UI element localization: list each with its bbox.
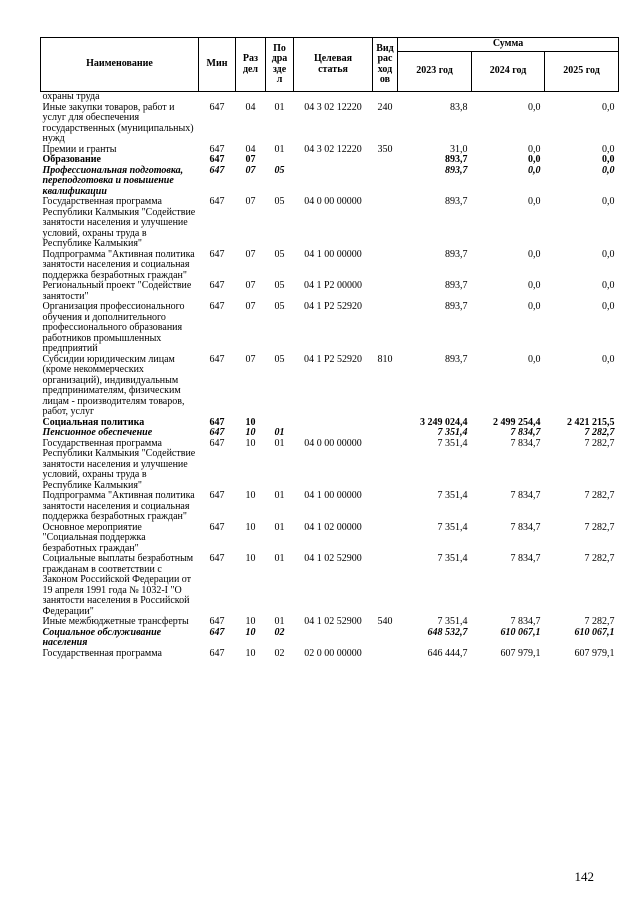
cell-razdel: 04 [245,101,256,113]
cell-2025: 607 979,1 [574,647,615,659]
cell-2024: 607 979,1 [500,647,541,659]
cell-target: 04 1 02 52900 [304,616,362,627]
header-vid-line: ход [377,63,393,75]
cell-target [294,155,373,166]
cell-podrazdel: 05 [274,164,285,176]
cell-2024: 0,0 [528,154,541,165]
cell-2023: 7 351,4 [437,521,468,533]
cell-min: 647 [209,416,225,428]
cell-vid: 350 [377,143,393,155]
cell-podrazdel: 05 [274,301,285,312]
cell-razdel: 07 [245,248,256,260]
table-row [41,628,619,649]
cell-target: 04 1 P2 52920 [303,353,363,365]
header-sum: Сумма [398,38,619,52]
table-row [41,439,619,492]
cell-target: 04 1 P2 52920 [303,301,363,312]
cell-razdel: 10 [245,437,256,449]
cell-2023: 3 249 024,4 [420,416,468,428]
cell-razdel: 07 [245,353,256,365]
header-min: Мин [199,38,236,92]
cell-podrazdel: 01 [274,143,285,155]
table-row [41,250,619,282]
cell-2023 [398,92,472,103]
cell-min: 647 [209,101,225,113]
cell-name: Государственная программа Республики Калмыкия "Содействие занятости населения и улучшение условий, охраны труда в Республике Калмыкия" [42,437,196,491]
cell-razdel: 07 [245,196,256,207]
cell-name: Подпрограмма "Активная политика занятости населения и социальная поддержка безработных граждан" [42,490,195,522]
cell-podrazdel [266,155,294,166]
page-number: 142 [574,869,594,884]
cell-2025: 7 282,7 [584,427,615,438]
cell-razdel: 10 [245,626,256,638]
cell-target: 04 0 00 00000 [304,196,362,207]
cell-target [294,92,373,103]
cell-2024: 7 834,7 [510,490,541,501]
cell-razdel: 04 [245,143,256,155]
cell-vid [373,302,398,355]
cell-razdel: 10 [245,521,256,533]
cell-min: 647 [209,521,225,533]
cell-2023: 893,7 [445,353,468,365]
cell-2023: 7 351,4 [437,490,468,501]
cell-min: 647 [209,154,225,165]
cell-name: охраны труда [42,91,100,102]
table-row [41,649,619,660]
cell-min: 647 [209,164,225,176]
table-row [41,617,619,628]
cell-podrazdel: 02 [274,647,285,659]
cell-2024: 0,0 [528,353,541,365]
cell-2025: 0,0 [602,154,615,165]
header-razdel [236,38,266,92]
header-podrazdel [266,38,294,92]
cell-min: 647 [209,437,225,449]
cell-2024: 0,0 [528,164,541,176]
cell-vid [373,155,398,166]
cell-vid [373,628,398,649]
cell-2023: 893,7 [445,280,468,291]
cell-2025: 7 282,7 [584,521,615,533]
cell-podrazdel: 05 [274,353,285,365]
cell-razdel: 10 [245,553,256,564]
cell-razdel: 07 [245,280,256,291]
header-podrazdel-line: По [273,42,286,54]
cell-razdel: 10 [245,490,256,501]
cell-name: Социальные выплаты безработным гражданам в соответствии с Законом Российской Федерации от 19 апреля 1991 года № 1032-I "О занятости населения в Российской Федерации" [42,553,194,617]
cell-min [199,92,236,103]
header-podrazdel-line: дра [271,53,288,64]
cell-2025: 7 282,7 [584,616,615,627]
cell-razdel: 07 [245,301,256,312]
cell-vid [373,281,398,302]
cell-2024: 0,0 [528,301,541,312]
cell-name: Иные закупки товаров, работ и услуг для обеспечения государственных (муниципальных) нужд [42,101,194,144]
cell-vid: 240 [377,101,393,113]
table-row [41,281,619,302]
cell-razdel [236,92,266,103]
header-2025: 2025 год [545,52,619,92]
table-row [41,523,619,555]
cell-2023: 893,7 [445,301,468,312]
cell-name: Подпрограмма "Активная политика занятости населения и социальная поддержка безработных граждан" [42,248,195,281]
table-row [41,92,619,103]
budget-table [40,37,619,659]
table-body [41,92,619,660]
cell-2023: 893,7 [445,196,468,207]
table-row [41,428,619,439]
cell-2025: 2 421 215,5 [567,416,615,428]
cell-podrazdel: 01 [274,490,285,501]
cell-min: 647 [209,647,225,659]
cell-2024: 7 834,7 [510,437,541,449]
cell-name: Социальная политика [42,416,145,428]
cell-name: Региональный проект "Содействие занятости" [42,280,192,302]
cell-vid [373,554,398,617]
cell-target: 04 1 00 00000 [304,490,362,501]
header-podrazdel-line: л [276,74,283,85]
table-header [41,38,619,92]
cell-razdel: 10 [245,427,256,438]
cell-2025: 0,0 [602,101,615,113]
cell-podrazdel: 02 [274,626,285,638]
cell-min: 647 [209,490,225,501]
cell-2023: 7 351,4 [437,427,468,438]
cell-min: 647 [209,427,225,438]
cell-target [294,628,373,649]
cell-target: 04 0 00 00000 [304,437,362,449]
cell-min: 647 [209,616,225,627]
cell-2024: 2 499 254,4 [493,416,541,428]
cell-min: 647 [209,626,225,638]
cell-podrazdel [266,92,294,103]
cell-vid [373,649,398,660]
cell-2025 [545,92,619,103]
cell-2025: 0,0 [602,301,615,312]
cell-vid [373,523,398,555]
cell-name: Пенсионное обеспечение [42,427,153,438]
cell-2024: 0,0 [528,101,541,113]
cell-2023: 7 351,4 [437,437,468,449]
cell-2024: 7 834,7 [510,553,541,564]
cell-target: 02 0 00 00000 [304,647,362,659]
cell-2023: 893,7 [445,154,468,165]
table-row [41,103,619,145]
cell-name: Государственная программа Республики Калмыкия "Содействие занятости населения и улучшение условий, охраны труда в Республике Калмыкия" [42,196,196,249]
cell-2024: 7 834,7 [510,616,541,627]
table-row [41,166,619,198]
cell-2023: 648 532,7 [427,626,468,638]
header-razdel-line: Раз [242,53,259,64]
cell-2025: 0,0 [602,248,615,260]
table-row [41,491,619,523]
table-row [41,302,619,355]
cell-min: 647 [209,280,225,291]
cell-vid [373,491,398,523]
cell-2023: 31,0 [450,143,468,155]
cell-2024: 7 834,7 [510,521,541,533]
cell-2025: 7 282,7 [584,490,615,501]
header-target-line: статья [318,63,348,75]
cell-vid: 540 [377,616,393,627]
cell-min: 647 [209,248,225,260]
cell-min: 647 [209,553,225,564]
cell-2025: 0,0 [602,280,615,291]
cell-2024: 0,0 [528,248,541,260]
cell-razdel: 10 [245,647,256,659]
cell-podrazdel: 01 [274,437,285,449]
table-row [41,197,619,250]
cell-vid [373,418,398,429]
header-target [294,38,373,92]
cell-razdel: 10 [245,416,256,428]
cell-target: 04 3 02 12220 [304,143,362,155]
cell-target [294,428,373,439]
cell-2024: 7 834,7 [510,427,541,438]
cell-target: 04 1 00 00000 [304,248,362,260]
cell-podrazdel: 01 [274,521,285,533]
cell-podrazdel: 01 [274,427,285,438]
cell-name: Профессиональная подготовка, переподготовка и повышение квалификации [42,164,184,197]
cell-2025: 0,0 [602,196,615,207]
header-name: Наименование [41,38,199,92]
header-vid-line: рас [377,53,393,64]
cell-razdel: 07 [245,164,256,176]
cell-min: 647 [209,196,225,207]
header-vid-line: ов [379,74,391,85]
cell-name: Образование [42,154,101,165]
cell-min: 647 [209,301,225,312]
cell-vid [373,428,398,439]
cell-2024 [472,92,545,103]
cell-name: Основное мероприятие "Социальная поддержка безработных граждан" [42,521,146,554]
cell-vid [373,166,398,198]
cell-podrazdel: 05 [274,280,285,291]
cell-podrazdel: 05 [274,196,285,207]
cell-name: Субсидии юридическим лицам (кроме некоммерческих организаций), индивидуальным предпринимателям, физическим лицам - производителям товаров, работ, услуг [42,353,185,417]
table-row [41,554,619,617]
header-vid-line: Вид [376,42,394,54]
cell-vid [373,250,398,282]
cell-name: Иные межбюджетные трансферты [42,616,189,627]
header-target-line: Целевая [313,53,353,64]
cell-podrazdel: 05 [274,248,285,260]
cell-2025: 610 067,1 [574,626,615,638]
cell-2023: 893,7 [445,164,468,176]
cell-2025: 7 282,7 [584,437,615,449]
cell-2023: 646 444,7 [427,647,468,659]
cell-target: 04 1 02 00000 [304,521,362,533]
cell-2024: 0,0 [528,280,541,291]
cell-2024: 0,0 [528,196,541,207]
header-2024: 2024 год [472,52,545,92]
cell-2025: 0,0 [602,353,615,365]
cell-name: Социальное обслуживание населения [42,626,162,648]
cell-name: Государственная программа [42,647,162,659]
table-row [41,355,619,418]
header-razdel-line: дел [242,63,259,75]
cell-2024: 0,0 [528,143,541,155]
cell-2025: 0,0 [602,143,615,155]
cell-vid [373,197,398,250]
cell-name: Организация профессионального обучения и дополнительного профессионального образования работников промышленных предприятий [42,301,185,354]
header-podrazdel-line: зде [272,63,287,75]
cell-razdel: 10 [245,616,256,627]
cell-target [294,166,373,198]
cell-2025: 7 282,7 [584,553,615,564]
cell-vid [373,439,398,492]
cell-target: 04 3 02 12220 [304,101,362,113]
header-2023: 2023 год [398,52,472,92]
cell-2024: 610 067,1 [500,626,541,638]
cell-razdel: 07 [245,154,256,165]
cell-vid: 810 [377,353,393,365]
header-vid [373,38,398,92]
cell-2023: 83,8 [450,101,468,113]
cell-target [294,418,373,429]
cell-target: 04 1 P2 00000 [303,280,363,291]
cell-name: Премии и гранты [42,143,117,155]
cell-podrazdel: 01 [274,101,285,113]
cell-vid [373,92,398,103]
cell-podrazdel: 01 [274,616,285,627]
cell-podrazdel: 01 [274,553,285,564]
cell-2023: 7 351,4 [437,553,468,564]
cell-2023: 893,7 [445,248,468,260]
cell-min: 647 [209,353,225,365]
cell-target: 04 1 02 52900 [304,553,362,564]
cell-2023: 7 351,4 [437,616,468,627]
table-row [41,155,619,166]
cell-min: 647 [209,143,225,155]
cell-2025: 0,0 [602,164,615,176]
